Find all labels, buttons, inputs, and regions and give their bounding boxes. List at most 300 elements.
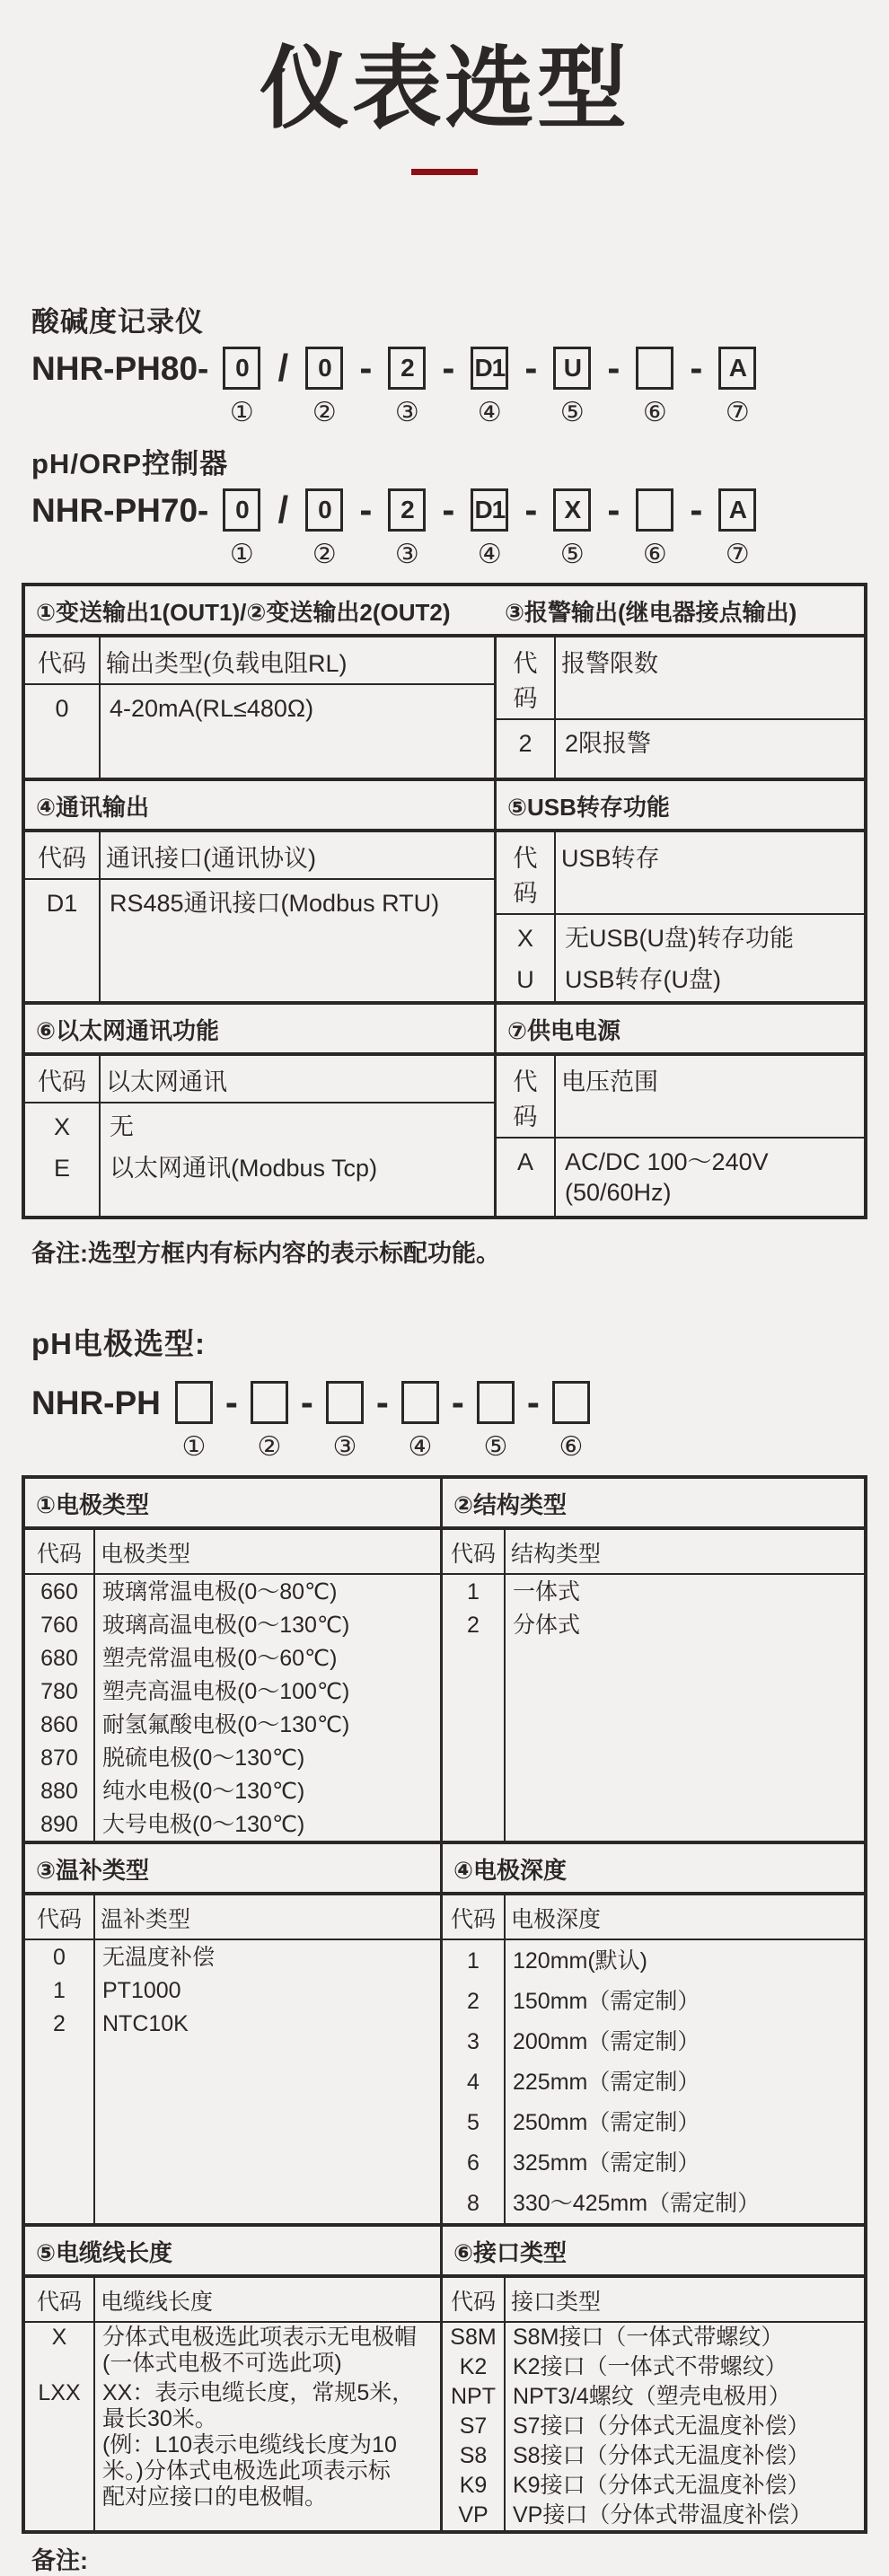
row-desc: 脱硫电极(0～130℃) xyxy=(102,1745,305,1771)
section-body xyxy=(25,2278,864,2530)
table-row xyxy=(25,1774,440,1807)
table-row xyxy=(497,956,864,1001)
row-code: X xyxy=(497,915,556,956)
code-column-header: 代码 xyxy=(25,637,101,683)
table-row xyxy=(25,1974,440,2007)
position-number: ④ xyxy=(477,540,502,569)
controller-series-label: pH/ORP控制器 xyxy=(31,448,229,479)
rows xyxy=(443,1575,864,1841)
header-tempcomp-type: ③温补类型 xyxy=(36,1857,150,1884)
model-code-box: A xyxy=(718,488,756,532)
column-header-row xyxy=(25,832,494,880)
table-row xyxy=(443,1940,864,1981)
table-row xyxy=(25,1675,440,1708)
section-output-alarm xyxy=(25,586,864,778)
type-column-header: 电极类型 xyxy=(101,1542,191,1567)
instrument-selection-table xyxy=(22,583,867,1219)
row-code: D1 xyxy=(25,880,101,1001)
code-column-header: 代码 xyxy=(25,832,101,878)
type-column-header: USB转存 xyxy=(561,845,660,872)
row-desc: K9接口（分体式无温度补偿） xyxy=(513,2473,810,2498)
row-desc: 耐氢氟酸电极(0～130℃) xyxy=(102,1712,350,1737)
row-code: 1 xyxy=(443,1940,506,1981)
code-column-header: 代码 xyxy=(25,1056,101,1102)
table-row xyxy=(443,2323,864,2352)
model-code-box: D1 xyxy=(471,347,508,390)
position-number: ② xyxy=(312,540,337,569)
table-row xyxy=(25,1575,440,1608)
position-number: ⑦ xyxy=(725,398,750,427)
column-header-row xyxy=(25,1530,440,1575)
section-header xyxy=(25,1005,864,1056)
code-column-header: 代码 xyxy=(443,2278,506,2321)
model-code-slot xyxy=(175,1381,213,1463)
row-desc: 玻璃高温电极(0～130℃) xyxy=(102,1613,350,1638)
row-desc: NPT3/4螺纹（塑壳电极用） xyxy=(513,2384,791,2409)
position-number: ③ xyxy=(332,1432,357,1462)
row-code: 660 xyxy=(25,1575,95,1608)
position-number: ⑥ xyxy=(642,540,667,569)
model-code-box: X xyxy=(553,488,591,532)
table-row xyxy=(443,2062,864,2102)
section-body xyxy=(25,1530,864,1841)
model-separator: - xyxy=(442,347,455,389)
row-code: 860 xyxy=(25,1708,95,1741)
row-desc-line: 分体式电极选此项表示无电极帽 xyxy=(102,2325,418,2350)
left-half xyxy=(25,637,494,778)
type-column-header: 电极深度 xyxy=(511,1907,602,1932)
recorder-model-line xyxy=(31,347,889,428)
model-code-box: 0 xyxy=(305,488,343,532)
right-half xyxy=(440,1895,864,2223)
table-row xyxy=(25,1940,440,1974)
position-number: ⑤ xyxy=(559,540,585,569)
row-desc xyxy=(95,2378,440,2530)
page-title: 仪表选型 xyxy=(260,39,629,139)
recorder-series-label: 酸碱度记录仪 xyxy=(31,306,204,338)
row-code: 890 xyxy=(25,1807,95,1841)
row-desc-line: (一体式电极不可选此项) xyxy=(102,2351,342,2376)
rows xyxy=(443,2323,864,2530)
model-separator: - xyxy=(359,347,373,389)
code-column-header: 代码 xyxy=(443,1530,506,1573)
model-separator: - xyxy=(690,488,703,531)
table-row xyxy=(443,1575,864,1608)
model-separator: - xyxy=(607,488,621,531)
model-code-slot xyxy=(223,347,260,428)
row-code: 0 xyxy=(25,685,101,778)
rows xyxy=(25,880,494,1001)
rows xyxy=(497,1139,864,1216)
position-number: ① xyxy=(181,1432,207,1462)
right-half xyxy=(494,637,864,778)
row-code: X xyxy=(25,2323,95,2378)
row-code: 6 xyxy=(443,2142,506,2183)
table-row xyxy=(25,2378,440,2530)
row-desc: 塑壳高温电极(0～100℃) xyxy=(102,1679,350,1704)
code-column-header: 代码 xyxy=(25,2278,95,2321)
right-half xyxy=(494,1056,864,1216)
model-code-slot xyxy=(388,488,426,570)
table-row xyxy=(25,1741,440,1774)
row-desc: 大号电极(0～130℃) xyxy=(102,1812,305,1837)
model-code-slot xyxy=(388,347,426,428)
section-body xyxy=(25,637,864,778)
table-row xyxy=(25,1807,440,1841)
type-column-header: 结构类型 xyxy=(511,1542,602,1567)
header-power-supply: ⑦供电电源 xyxy=(494,1005,864,1052)
row-desc: 4-20mA(RL≤480Ω) xyxy=(110,695,314,722)
model-code-box: 0 xyxy=(223,347,260,390)
row-desc-line: 最长30米。 xyxy=(102,2406,217,2431)
row-desc: 一体式 xyxy=(513,1579,581,1605)
row-code: 760 xyxy=(25,1608,95,1641)
position-number: ② xyxy=(257,1432,282,1462)
column-header-row xyxy=(497,637,864,720)
row-code: 870 xyxy=(25,1741,95,1774)
row-code: 2 xyxy=(25,2007,95,2223)
rows xyxy=(443,1940,864,2223)
model-separator: - xyxy=(451,1381,464,1423)
left-half xyxy=(25,1056,494,1216)
model-code-slot xyxy=(251,1381,288,1463)
row-code: 2 xyxy=(443,1981,506,2021)
position-number: ③ xyxy=(394,540,419,569)
model-code-box: A xyxy=(718,347,756,390)
table-row xyxy=(25,685,494,778)
model-code-slot xyxy=(718,347,756,428)
header-electrode-type: ①电极类型 xyxy=(36,1491,150,1518)
row-desc: VP接口（分体式带温度补偿） xyxy=(513,2502,813,2528)
row-desc: 250mm（需定制） xyxy=(513,2110,700,2135)
header-comm-output: ④通讯输出 xyxy=(36,794,150,821)
table-row xyxy=(443,2382,864,2412)
model-separator: - xyxy=(300,1381,313,1423)
model-code-slot xyxy=(552,1381,590,1463)
type-column-header: 以太网通讯 xyxy=(106,1068,227,1095)
left-half xyxy=(25,1530,440,1841)
table-row xyxy=(443,2183,864,2223)
position-number: ② xyxy=(312,398,337,427)
model-code-box: 0 xyxy=(223,488,260,532)
model-code-slot xyxy=(636,488,673,570)
model-code-box-empty xyxy=(175,1381,213,1424)
section-header xyxy=(25,586,864,637)
row-code: 2 xyxy=(443,1608,506,1841)
table-row xyxy=(443,2501,864,2530)
table-row xyxy=(25,1145,494,1216)
header-structure-type: ②结构类型 xyxy=(440,1479,864,1526)
column-header-row xyxy=(443,1895,864,1940)
position-number: ⑥ xyxy=(642,398,667,427)
controller-model-section xyxy=(31,441,889,570)
table-row xyxy=(443,2471,864,2501)
model-code-box: 2 xyxy=(388,488,426,532)
section-body xyxy=(25,1056,864,1216)
row-code: S8 xyxy=(443,2441,506,2471)
row-desc-line: (例：L10表示电缆线长度为10 xyxy=(102,2432,397,2457)
table-row xyxy=(443,2441,864,2471)
type-column-header: 通讯接口(通讯协议) xyxy=(106,845,316,872)
position-number: ① xyxy=(229,540,254,569)
row-code: K2 xyxy=(443,2352,506,2382)
table-row xyxy=(443,2142,864,2183)
model-code-box-empty xyxy=(477,1381,515,1424)
right-half xyxy=(494,832,864,1001)
row-desc: S8接口（分体式无温度补偿） xyxy=(513,2443,810,2468)
model-separator: - xyxy=(442,488,455,531)
row-desc-line: (50/60Hz) xyxy=(565,1179,672,1206)
rows xyxy=(497,720,864,778)
type-column-header: 报警限数 xyxy=(561,650,658,677)
model-separator: - xyxy=(524,488,538,531)
section-ethernet-power xyxy=(25,1001,864,1216)
model-code-box-empty xyxy=(401,1381,439,1424)
page-header xyxy=(0,0,889,175)
section-header xyxy=(25,1844,864,1895)
row-desc: 2限报警 xyxy=(565,730,652,757)
row-desc: 纯水电极(0～130℃) xyxy=(102,1779,305,1804)
position-number: ④ xyxy=(477,398,502,427)
model-code-slot xyxy=(401,1381,439,1463)
column-header-row xyxy=(443,1530,864,1575)
controller-model-line xyxy=(31,488,889,570)
table-row xyxy=(443,1981,864,2021)
type-column-header: 接口类型 xyxy=(511,2290,602,2315)
section-header xyxy=(25,1479,864,1530)
model-code-slot xyxy=(477,1381,515,1463)
row-desc-line: 米。)分体式电极选此项表示标 xyxy=(102,2458,391,2484)
model-separator: - xyxy=(607,347,621,389)
position-number: ① xyxy=(229,398,254,427)
row-desc-line: 配对应接口的电极帽。 xyxy=(102,2484,328,2510)
model-code-box-empty xyxy=(636,488,673,532)
position-number: ③ xyxy=(394,398,419,427)
row-code: 4 xyxy=(443,2062,506,2102)
position-number: ⑤ xyxy=(559,398,585,427)
row-code: U xyxy=(497,956,556,1001)
row-code: 0 xyxy=(25,1940,95,1974)
row-desc: 无温度补偿 xyxy=(102,1945,216,1970)
model-code-box-empty xyxy=(552,1381,590,1424)
rows xyxy=(25,1103,494,1216)
table-row xyxy=(443,2352,864,2382)
model-code-slot xyxy=(553,347,591,428)
model-code-box-empty xyxy=(326,1381,364,1424)
left-half xyxy=(25,1895,440,2223)
row-code: S7 xyxy=(443,2412,506,2441)
row-desc: RS485通讯接口(Modbus RTU) xyxy=(110,890,440,917)
header-interface-type: ⑥接口类型 xyxy=(440,2227,864,2274)
model-code-slot xyxy=(305,488,343,570)
column-header-row xyxy=(25,637,494,685)
row-desc: 120mm(默认) xyxy=(513,1948,648,1974)
section-body xyxy=(25,832,864,1001)
right-half xyxy=(440,1530,864,1841)
table-row xyxy=(25,1641,440,1675)
header-usb-function: ⑤USB转存功能 xyxy=(494,781,864,829)
controller-model-prefix: NHR-PH70- xyxy=(31,492,209,529)
code-column-header: 代码 xyxy=(25,1895,95,1939)
header-electrode-depth: ④电极深度 xyxy=(440,1844,864,1892)
row-desc xyxy=(95,2323,440,2378)
row-code: 5 xyxy=(443,2102,506,2142)
model-separator: - xyxy=(690,347,703,389)
table-row xyxy=(443,2412,864,2441)
column-header-row xyxy=(497,1056,864,1139)
header-alarm-output: ③报警输出(继电器接点输出) xyxy=(505,599,797,626)
section-body xyxy=(25,1895,864,2223)
table-row xyxy=(497,1139,864,1216)
table-row xyxy=(25,1103,494,1145)
table-row xyxy=(497,720,864,778)
header-cable-length: ⑤电缆线长度 xyxy=(36,2239,173,2266)
position-number: ⑥ xyxy=(559,1432,584,1462)
model-code-slot xyxy=(553,488,591,570)
model-code-box: U xyxy=(553,347,591,390)
model-separator: - xyxy=(224,1381,238,1423)
row-desc: 分体式 xyxy=(513,1613,581,1638)
row-desc: 玻璃常温电极(0～80℃) xyxy=(102,1579,338,1605)
rows xyxy=(25,1940,440,2223)
row-code: LXX xyxy=(25,2378,95,2530)
header-ethernet: ⑥以太网通讯功能 xyxy=(36,1017,220,1044)
rows xyxy=(25,685,494,778)
model-separator: / xyxy=(277,347,289,389)
row-code: X xyxy=(25,1103,101,1145)
model-separator: / xyxy=(277,488,289,531)
model-code-box-empty xyxy=(636,347,673,390)
table-row xyxy=(25,2007,440,2223)
section-tempcomp-depth xyxy=(25,1841,864,2223)
column-header-row xyxy=(25,1895,440,1940)
electrode-model-line xyxy=(31,1381,889,1463)
column-header-row xyxy=(25,1056,494,1103)
model-code-slot xyxy=(471,347,508,428)
electrode-model-prefix: NHR-PH xyxy=(31,1385,161,1421)
row-code: E xyxy=(25,1145,101,1216)
rows xyxy=(25,1575,440,1841)
section-cable-interface xyxy=(25,2223,864,2530)
model-code-box: 0 xyxy=(305,347,343,390)
model-separator: - xyxy=(526,1381,540,1423)
code-column-header: 代码 xyxy=(497,637,556,718)
row-desc: S8M接口（一体式带螺纹） xyxy=(513,2325,784,2350)
left-half xyxy=(25,832,494,1001)
row-code: 880 xyxy=(25,1774,95,1807)
row-desc: 无 xyxy=(110,1113,134,1140)
type-column-header: 温补类型 xyxy=(101,1907,191,1932)
model-code-box-empty xyxy=(251,1381,288,1424)
section-electrode-structure xyxy=(25,1479,864,1841)
code-column-header: 代码 xyxy=(25,1530,95,1573)
row-desc: 200mm（需定制） xyxy=(513,2029,700,2054)
position-number: ⑤ xyxy=(483,1432,508,1462)
row-code: S8M xyxy=(443,2323,506,2352)
row-desc: 以太网通讯(Modbus Tcp) xyxy=(110,1155,378,1182)
model-code-slot xyxy=(305,347,343,428)
section-header xyxy=(25,2227,864,2278)
code-column-header: 代码 xyxy=(443,1895,506,1939)
table-row xyxy=(497,915,864,956)
row-desc: 150mm（需定制） xyxy=(513,1989,700,2014)
code-column-header: 代码 xyxy=(497,832,556,913)
right-half xyxy=(440,2278,864,2530)
row-desc: 无USB(U盘)转存功能 xyxy=(565,925,794,952)
electrode-section-heading: pH电极选型: xyxy=(31,1327,206,1360)
row-desc: NTC10K xyxy=(102,2011,189,2036)
table-row xyxy=(443,2102,864,2142)
row-desc: 225mm（需定制） xyxy=(513,2070,700,2095)
rows xyxy=(25,2323,440,2530)
row-desc: K2接口（一体式不带螺纹） xyxy=(513,2354,788,2379)
type-column-header: 电缆线长度 xyxy=(101,2290,214,2315)
type-column-header: 电压范围 xyxy=(561,1068,658,1095)
column-header-row xyxy=(443,2278,864,2323)
model-code-slot xyxy=(718,488,756,570)
row-desc: USB转存(U盘) xyxy=(565,966,721,993)
row-code: 1 xyxy=(443,1575,506,1608)
title-accent-dash xyxy=(411,169,478,175)
recorder-model-section xyxy=(31,299,889,428)
table-row xyxy=(443,2021,864,2062)
model-separator: - xyxy=(359,488,373,531)
position-number: ④ xyxy=(408,1432,433,1462)
position-number: ⑦ xyxy=(725,540,750,569)
row-code: 1 xyxy=(25,1974,95,2007)
row-desc xyxy=(556,1139,864,1216)
table-row xyxy=(443,1608,864,1841)
table1-note: 备注:选型方框内有标内容的表示标配功能。 xyxy=(31,1240,500,1267)
table-row xyxy=(25,880,494,1001)
left-half xyxy=(25,2278,440,2530)
row-code: VP xyxy=(443,2501,506,2530)
column-header-row xyxy=(25,2278,440,2323)
row-code: 680 xyxy=(25,1641,95,1675)
table-row xyxy=(25,2323,440,2378)
model-code-slot xyxy=(326,1381,364,1463)
table-row xyxy=(25,1708,440,1741)
code-column-header: 代码 xyxy=(497,1056,556,1137)
row-code: NPT xyxy=(443,2382,506,2412)
rows xyxy=(497,915,864,1001)
model-code-box: 2 xyxy=(388,347,426,390)
table-row xyxy=(25,1608,440,1641)
row-code: 8 xyxy=(443,2183,506,2223)
model-code-slot xyxy=(223,488,260,570)
electrode-selection-table xyxy=(22,1475,867,2534)
row-code: 2 xyxy=(497,720,556,778)
model-separator: - xyxy=(375,1381,389,1423)
recorder-model-prefix: NHR-PH80- xyxy=(31,350,209,387)
row-desc: 330～425mm（需定制） xyxy=(513,2191,761,2216)
model-code-slot xyxy=(636,347,673,428)
model-code-box: D1 xyxy=(471,488,508,532)
row-code: 3 xyxy=(443,2021,506,2062)
column-header-row xyxy=(497,832,864,915)
section-header xyxy=(25,781,864,832)
row-desc-line: AC/DC 100～240V xyxy=(565,1148,769,1175)
row-desc-line: XX：表示电缆长度，常规5米， xyxy=(102,2380,415,2405)
header-transmit-output: ①变送输出1(OUT1)/②变送输出2(OUT2) xyxy=(36,599,451,626)
type-column-header: 输出类型(负载电阻RL) xyxy=(106,650,348,677)
row-desc: S7接口（分体式无温度补偿） xyxy=(513,2413,810,2439)
section-comm-usb xyxy=(25,778,864,1001)
row-code: A xyxy=(497,1139,556,1216)
row-desc: 325mm（需定制） xyxy=(513,2150,700,2176)
model-separator: - xyxy=(524,347,538,389)
row-code: K9 xyxy=(443,2471,506,2501)
